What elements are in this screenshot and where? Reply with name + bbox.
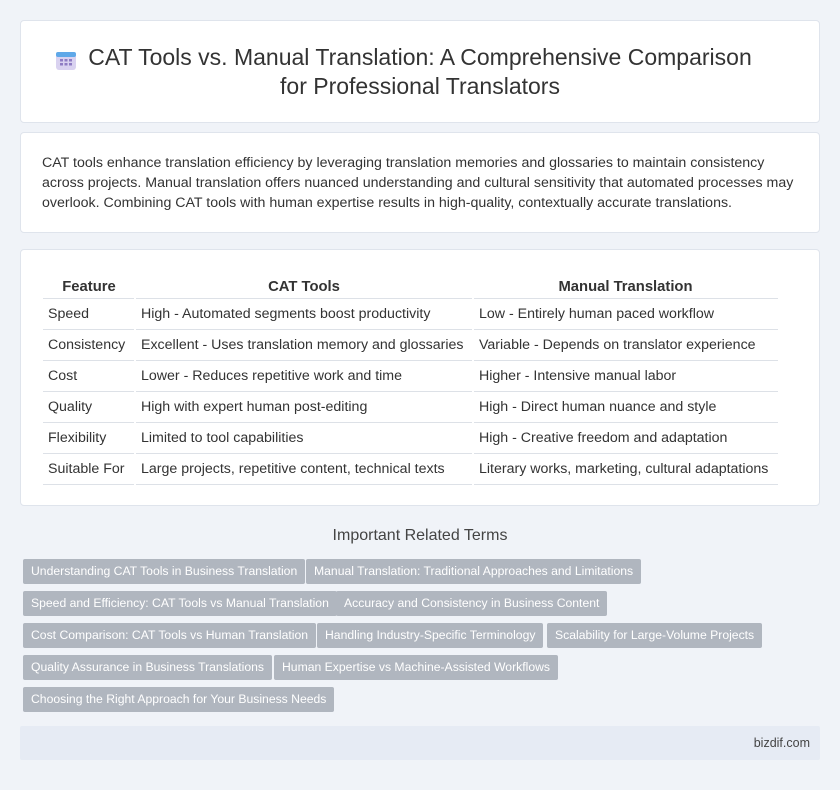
page-title-line-2: for Professional Translators: [280, 73, 560, 99]
title-card: [20, 20, 820, 123]
header-cat-tools: CAT Tools: [268, 279, 340, 295]
table-cell: Large projects, repetitive content, technical texts: [135, 454, 473, 485]
footer: [20, 726, 820, 760]
comparison-table: [43, 275, 778, 485]
table-cell: Variable - Depends on translator experience: [473, 330, 778, 361]
table-cell: High - Direct human nuance and style: [473, 392, 778, 423]
table-cell: Literary works, marketing, cultural adaptations: [473, 454, 778, 485]
table-row: [43, 330, 778, 361]
related-tag[interactable]: Cost Comparison: CAT Tools vs Human Translation: [23, 623, 316, 648]
table-row: [43, 454, 778, 485]
table-cell: Speed: [43, 299, 135, 330]
related-tag[interactable]: Understanding CAT Tools in Business Translation: [23, 559, 305, 584]
table-row: [43, 423, 778, 454]
table-cell: Limited to tool capabilities: [135, 423, 473, 454]
related-tag[interactable]: Accuracy and Consistency in Business Content: [336, 591, 607, 616]
table-cell: Flexibility: [43, 423, 135, 454]
table-cell: High - Automated segments boost productivity: [135, 299, 473, 330]
header-manual-translation: Manual Translation: [558, 279, 693, 295]
table-cell: High - Creative freedom and adaptation: [473, 423, 778, 454]
related-tag[interactable]: Scalability for Large-Volume Projects: [547, 623, 762, 648]
table-cell: Low - Entirely human paced workflow: [473, 299, 778, 330]
summary-text: CAT tools enhance translation efficiency by leveraging translation memories and glossaries to maintain consistency across projects. Manual translation offers nuanced understanding and cultural sensitivity that automated processes may overlook. Combining CAT tools with human expertise results in high-quality, contextually accurate translations.: [42, 155, 794, 211]
header-feature: Feature: [62, 279, 116, 295]
table-row: [43, 299, 778, 330]
related-tag[interactable]: Handling Industry-Specific Terminology: [317, 623, 543, 648]
table-row: [43, 361, 778, 392]
table-cell: Higher - Intensive manual labor: [473, 361, 778, 392]
related-tag[interactable]: Human Expertise vs Machine-Assisted Workflows: [274, 655, 558, 680]
page-title: [21, 43, 819, 101]
footer-brand[interactable]: bizdif.com: [753, 736, 810, 750]
summary-card: [20, 132, 820, 233]
table-cell: High with expert human post-editing: [135, 392, 473, 423]
table-row: [43, 392, 778, 423]
table-cell: Lower - Reduces repetitive work and time: [135, 361, 473, 392]
table-header-row: [43, 275, 778, 299]
comparison-table-card: [20, 249, 820, 506]
related-tag[interactable]: Manual Translation: Traditional Approaches and Limitations: [306, 559, 641, 584]
related-tag[interactable]: Speed and Efficiency: CAT Tools vs Manual Translation: [23, 591, 337, 616]
page-title-line-1: CAT Tools vs. Manual Translation: A Comprehensive Comparison: [88, 44, 752, 70]
related-tag[interactable]: Quality Assurance in Business Translations: [23, 655, 272, 680]
related-tag[interactable]: Choosing the Right Approach for Your Business Needs: [23, 687, 334, 712]
related-terms-title: Important Related Terms: [332, 527, 508, 544]
table-cell: Excellent - Uses translation memory and glossaries: [135, 330, 473, 361]
table-cell: Suitable For: [43, 454, 135, 485]
table-cell: Quality: [43, 392, 135, 423]
table-cell: Cost: [43, 361, 135, 392]
table-cell: Consistency: [43, 330, 135, 361]
